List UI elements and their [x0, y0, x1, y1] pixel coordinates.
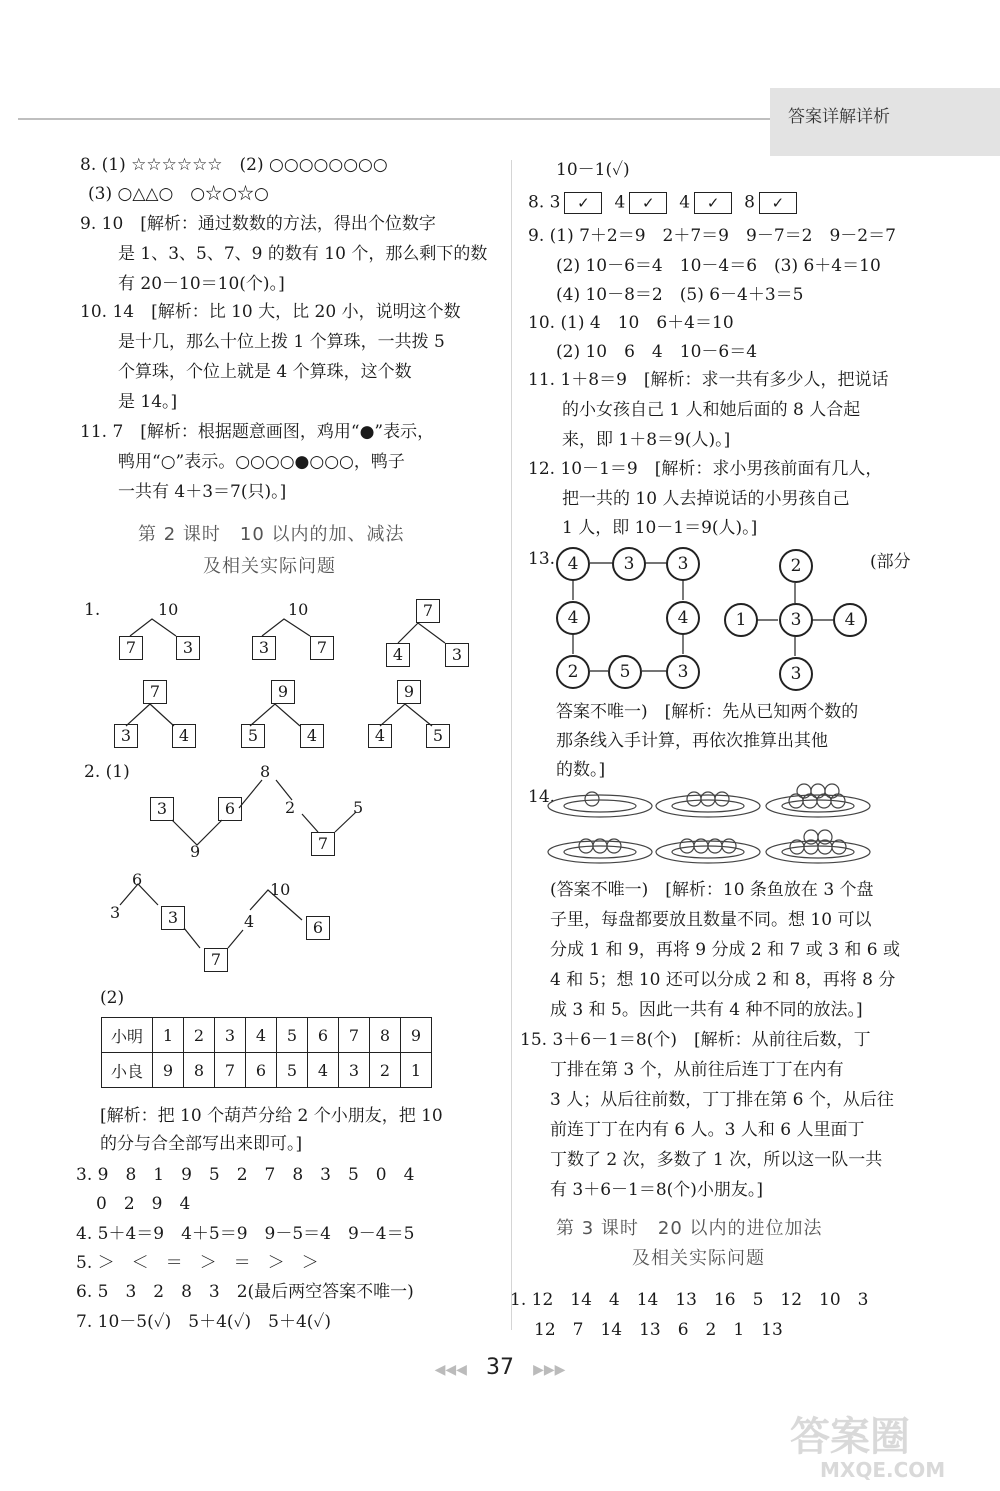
right-q11-line1: 11. 1＋8＝9 [解析：求一共有多少人，把说话	[528, 370, 889, 390]
right-q14-line4: 4 和 5；想 10 还可以分成 2 和 8，再将 8 分	[550, 970, 896, 990]
bond3-top: 7	[416, 599, 440, 623]
left-q11-line1: 11. 7 [解析：根据题意画图，鸡用“●”表示，	[80, 422, 435, 442]
check-box: ✓	[759, 192, 797, 214]
left-q9-line2: 是 1、3、5、7、9 的数有 10 个，那么剩下的数	[118, 244, 488, 264]
table-cell: 8	[370, 1018, 401, 1053]
right-q13-analysis-1: 答案不唯一) [解析：先从已知两个数的	[556, 702, 859, 722]
right-q15-line3: 3 人；从后往前数，丁丁排在第 6 个，从后往	[550, 1090, 894, 1110]
right-q13-side: (部分	[870, 552, 911, 572]
right-q11-line3: 来，即 1＋8＝9(人)。]	[562, 430, 731, 450]
table-cell: 9	[401, 1018, 432, 1053]
zig1-num-mid: 2	[285, 798, 296, 817]
table-row-name: 小明	[102, 1018, 153, 1053]
left-q3-line2: 0 2 9 4	[96, 1194, 191, 1214]
zig1-box-a: 3	[150, 797, 174, 821]
right-s1-line1: 1. 12 14 4 14 13 16 5 12 10 3	[510, 1290, 869, 1310]
check-box: ✓	[564, 192, 602, 214]
header-tag-text: 答案详解详析	[788, 107, 890, 127]
zig2-box-c: 6	[306, 916, 330, 940]
right-q8-label: 8. 3	[528, 192, 561, 213]
table-cell: 3	[215, 1018, 246, 1053]
left-q2-label: 2. (1)	[84, 762, 130, 782]
q13-cross-circle: 3	[779, 603, 813, 637]
left-q6: 6. 5 3 2 8 3 2(最后两空答案不唯一)	[76, 1282, 414, 1302]
next-arrows-icon: ▶▶▶	[533, 1362, 566, 1378]
table-cell: 9	[153, 1053, 184, 1088]
right-s1-line2: 12 7 14 13 6 2 1 13	[534, 1320, 783, 1340]
check-box: ✓	[629, 192, 667, 214]
left-q10-line3: 个算珠，个位上就是 4 个算珠，这个数	[118, 362, 412, 382]
right-q15-line5: 丁数了 2 次，多数了 1 次，所以这一队一共	[550, 1150, 883, 1170]
table-cell: 7	[339, 1018, 370, 1053]
bond1-left: 7	[119, 636, 143, 660]
right-q9-line2: (2) 10－6＝4 10－4＝6 (3) 6＋4＝10	[556, 256, 881, 276]
right-q12-line1: 12. 10－1＝9 [解析：求小男孩前面有几人，	[528, 459, 883, 479]
right-q8-num: 8	[744, 192, 755, 213]
left-q10-line1: 10. 14 [解析：比 10 大，比 20 小，说明这个数	[80, 302, 461, 322]
bond3-left: 4	[386, 643, 410, 667]
q13-cross-circle: 3	[779, 657, 813, 691]
left-q11-line3: 一共有 4＋3＝7(只)。]	[118, 482, 287, 502]
table-cell: 6	[246, 1053, 277, 1088]
left-q4: 4. 5＋4＝9 4＋5＝9 9－5＝4 9－4＝5	[76, 1224, 415, 1244]
right-q15-line2: 丁排在第 3 个，从前往后连丁丁在内有	[550, 1060, 844, 1080]
left-q1-label: 1.	[84, 600, 101, 620]
bond2-left: 3	[252, 636, 276, 660]
right-q10-line1: 10. (1) 4 10 6＋4＝10	[528, 313, 734, 333]
zig2-num-top2: 10	[270, 880, 291, 899]
section3-title-line1: 第 3 课时 20 以内的进位加法	[556, 1218, 823, 1239]
q13-circle: 4	[556, 547, 590, 581]
bond3-right: 3	[445, 643, 469, 667]
left-q7: 7. 10－5(✓) 5＋4(✓) 5＋4(✓)	[76, 1312, 332, 1332]
left-q2-2-label: (2)	[100, 988, 125, 1008]
bond4-left: 3	[114, 724, 138, 748]
table-cell: 4	[308, 1053, 339, 1088]
right-q13-analysis-3: 的数。]	[556, 760, 606, 780]
left-q9-line1: 9. 10 [解析：通过数数的方法，得出个位数字	[80, 214, 436, 234]
right-q10-line2: (2) 10 6 4 10－6＝4	[556, 342, 758, 362]
q13-circle: 3	[612, 547, 646, 581]
left-q2-analysis-2: 的分与合全部写出来即可。]	[100, 1134, 303, 1154]
table-cell: 5	[277, 1018, 308, 1053]
right-q13-analysis-2: 那条线入手计算，再依次推算出其他	[556, 731, 828, 751]
zig1-num-bottom: 9	[190, 842, 201, 861]
q13-circle: 4	[666, 601, 700, 635]
zig2-num-mid: 4	[244, 912, 255, 931]
bond1-right: 3	[176, 636, 200, 660]
table-cell: 3	[339, 1053, 370, 1088]
left-q9-line3: 有 20－10＝10(个)。]	[118, 274, 285, 294]
table-cell: 2	[370, 1053, 401, 1088]
right-q14-line1: (答案不唯一) [解析：10 条鱼放在 3 个盘	[550, 880, 874, 900]
left-q10-line2: 是十几，那么十位上拨 1 个算珠，一共拨 5	[118, 332, 445, 352]
check-box: ✓	[694, 192, 732, 214]
table-cell: 2	[184, 1018, 215, 1053]
right-q9-line1: 9. (1) 7＋2＝9 2＋7＝9 9－7＝2 9－2＝7	[528, 226, 896, 246]
table-cell: 7	[215, 1053, 246, 1088]
q13-circle: 4	[556, 601, 590, 635]
table-cell: 6	[308, 1018, 339, 1053]
bond2-top: 10	[288, 600, 309, 619]
table-row-name: 小良	[102, 1053, 153, 1088]
right-q8-num: 4	[679, 192, 691, 213]
bond6-right: 5	[426, 724, 450, 748]
q13-circle: 3	[666, 655, 700, 689]
bond6-top: 9	[397, 680, 421, 704]
zig2-num-top: 6	[132, 870, 143, 889]
right-q15-line1: 15. 3＋6－1＝8(个) [解析：从前往后数，丁	[520, 1030, 871, 1050]
section2-title-line1: 第 2 课时 10 以内的加、减法	[138, 524, 405, 545]
right-q14-line2: 子里，每盘都要放且数量不同。想 10 可以	[550, 910, 872, 930]
page-number: 37	[486, 1355, 514, 1380]
zig2-box-a: 3	[161, 906, 185, 930]
left-q11-line2: 鸭用“○”表示。○○○○●○○○，鸭子	[118, 452, 405, 472]
zig2-num-left: 3	[110, 903, 121, 922]
right-q11-line2: 的小女孩自己 1 人和她后面的 8 人合起	[562, 400, 861, 420]
section2-title-line2: 及相关实际问题	[203, 556, 336, 577]
right-q12-line2: 把一共的 10 人去掉说话的小男孩自己	[562, 489, 850, 509]
section3-title-line2: 及相关实际问题	[632, 1248, 765, 1269]
bond5-top: 9	[271, 680, 295, 704]
q13-circle: 2	[556, 655, 590, 689]
right-q9-line3: (4) 10－8＝2 (5) 6－4＋3＝5	[556, 285, 804, 305]
watermark-logo: 答案圈	[790, 1414, 910, 1460]
table-cell: 1	[401, 1053, 432, 1088]
bond6-left: 4	[368, 724, 392, 748]
bond4-right: 4	[172, 724, 196, 748]
left-q3-line1: 3. 9 8 1 9 5 2 7 8 3 5 0 4	[76, 1165, 415, 1185]
right-q14-line5: 成 3 和 5。因此一共有 4 种不同的放法。]	[550, 1000, 863, 1020]
left-q8-line1: 8. (1) ☆☆☆☆☆☆ (2) ○○○○○○○○	[80, 155, 388, 175]
table-cell: 8	[184, 1053, 215, 1088]
table-cell: 5	[277, 1053, 308, 1088]
right-q15-line4: 前连丁丁在内有 6 人。3 人和 6 人里面丁	[550, 1120, 865, 1140]
zig1-num-end: 5	[353, 798, 364, 817]
q13-cross-circle: 4	[833, 603, 867, 637]
right-q14-line3: 分成 1 和 9，再将 9 分成 2 和 7 或 3 和 6 或	[550, 940, 900, 960]
prev-arrows-icon: ◀◀◀	[434, 1362, 467, 1378]
bond5-right: 4	[300, 724, 324, 748]
right-q8-num: 4	[614, 192, 626, 213]
right-q13-label: 13.	[528, 549, 556, 569]
zig2-box-b: 7	[204, 948, 228, 972]
right-q14-label: 14.	[528, 787, 556, 807]
bond2-right: 7	[310, 636, 334, 660]
bond4-top: 7	[143, 680, 167, 704]
table-cell: 1	[153, 1018, 184, 1053]
left-q5: 5. ＞ ＜ ＝ ＞ ＝ ＞ ＞	[76, 1253, 319, 1273]
table-cell: 4	[246, 1018, 277, 1053]
zig1-box-b: 6	[218, 797, 242, 821]
right-q12-line3: 1 人，即 10－1＝9(人)。]	[562, 518, 758, 538]
q13-circle: 3	[666, 547, 700, 581]
zig1-box-c: 7	[311, 832, 335, 856]
zig1-num-top: 8	[260, 762, 271, 781]
q13-cross-circle: 2	[779, 549, 813, 583]
bond5-left: 5	[241, 724, 265, 748]
q13-circle: 5	[608, 655, 642, 689]
bond1-top: 10	[158, 600, 179, 619]
page-footer	[0, 1355, 1000, 1380]
left-q10-line4: 是 14。]	[118, 392, 178, 412]
right-q15-line6: 有 3＋6－1＝8(个)小朋友。]	[550, 1180, 764, 1200]
left-q2-analysis-1: [解析：把 10 个葫芦分给 2 个小朋友，把 10	[100, 1106, 443, 1126]
left-q8-line2: (3) ○△△○ ○☆○☆○	[88, 184, 269, 204]
right-q7-cont: 10－1(✓)	[556, 160, 630, 180]
q13-cross-circle: 1	[724, 603, 758, 637]
watermark-url: MXQE.COM	[820, 1458, 946, 1482]
